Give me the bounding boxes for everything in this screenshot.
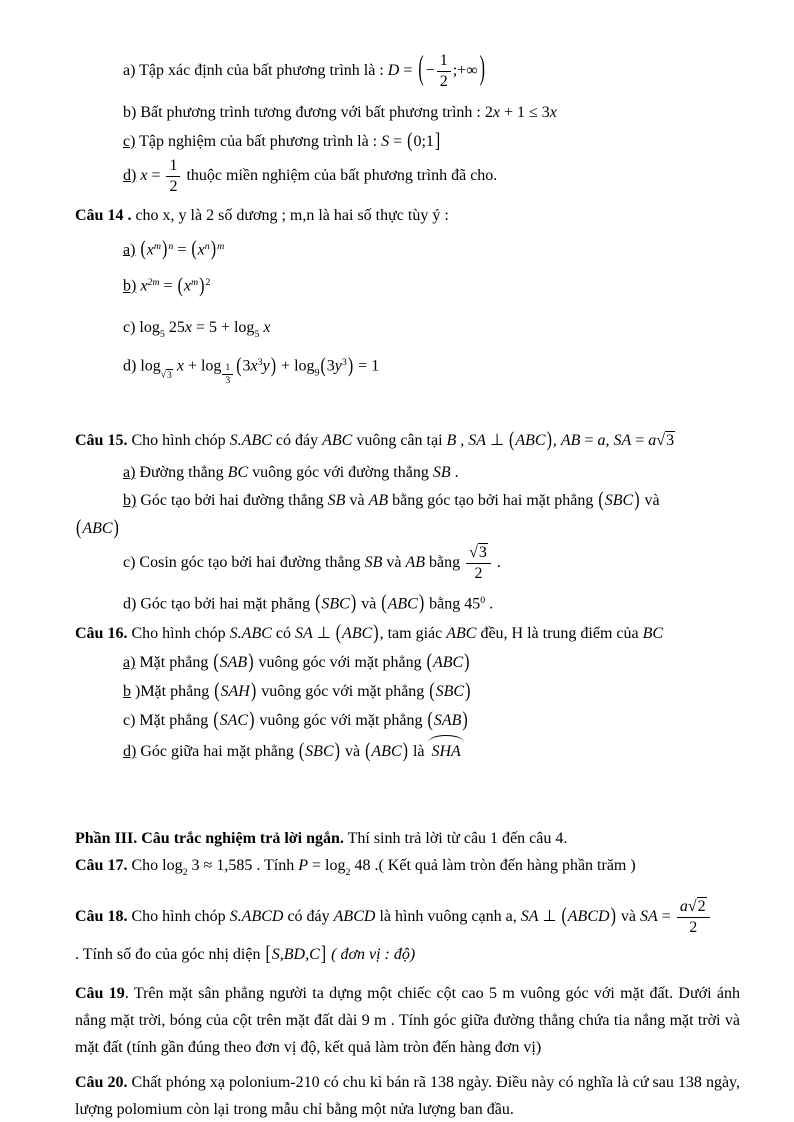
text-segment: SAB [219,654,248,672]
bracket: ( [177,274,183,298]
text-segment: Câu 17. [75,857,128,875]
text-segment: ⊥ [486,432,509,450]
text-segment: d) [123,166,137,184]
text-segment: = [580,432,598,450]
text-segment: ABC [387,595,418,613]
text-segment: SBC [435,683,465,701]
bracket: ) [610,904,616,928]
text-segment: = [147,166,165,184]
text-segment: Phần III. Câu trắc nghiệm trả lời ngắn. [75,830,344,848]
text-segment: thuộc miền nghiệm của bất phương trình đã cho. [182,166,498,184]
text-segment: P [298,857,309,875]
text-segment: x [176,357,184,375]
text-segment: 25 [164,318,185,336]
text-segment: . [492,554,501,572]
text-segment: bằng góc tạo bởi hai mặt phẳng [388,492,598,510]
square-root [688,897,707,915]
text-segment: SAC [219,712,249,730]
bracket: ] [434,129,441,153]
text-segment: a [679,898,688,916]
q15-option-c [75,544,740,583]
text-segment: Câu 18. [75,908,128,926]
text-segment: SAH [220,683,250,701]
text-segment: Đường thẳng [135,464,228,482]
text-segment: Thí sinh trả lời từ câu 1 đến câu 4. [343,830,568,848]
text-segment: SA [613,432,632,450]
text-segment: SA [295,625,313,643]
text-segment: D [387,62,400,80]
text-segment: SB [327,492,346,510]
top-option-d [75,157,740,196]
bracket: ( [213,708,219,732]
bracket: ) [373,621,379,645]
text-segment: Câu 19 [75,985,125,1003]
text-segment: ABC [371,743,402,761]
q16-option-a [75,649,740,676]
radical-sign: √ [687,898,697,916]
bracket: [ [265,942,271,966]
text-segment: 3 ≈ 1,585 . Tính [187,857,299,875]
text-segment: c) Mặt phẳng [123,712,213,730]
text-segment: ;+∞ [452,62,478,80]
text-segment: SA [520,908,539,926]
text-segment: b) [123,277,137,295]
text-segment: x [492,103,500,121]
text-segment: ⊥ [312,625,335,643]
radical-sign: √ [469,544,478,562]
text-segment: Câu 15. [75,432,128,450]
fraction-numerator [466,544,491,564]
text-segment: x [250,357,258,375]
text-segment: Câu 16. [75,625,128,643]
text-segment: x [197,241,205,259]
text-segment: bằng [425,554,465,572]
fraction-denominator [166,177,180,196]
text-segment: Câu 14 . [75,206,132,224]
text-segment: SA [468,432,487,450]
text-segment: x [140,166,148,184]
text-segment: m [217,240,225,252]
bracket: ( [191,237,197,261]
text-segment: , [552,432,561,450]
fraction [466,544,491,583]
fraction [222,363,233,387]
radicand: 2 [697,898,706,916]
radical-sign: √ [656,432,666,450]
bracket: ) [634,488,640,512]
text-segment: a [648,432,657,450]
text-segment: BC [642,625,664,643]
text-segment: và [640,492,660,510]
bracket: ( [407,129,413,153]
bracket: ) [546,428,552,452]
bracket: ( [429,679,435,703]
text-segment: 3 [257,357,263,369]
q19-paragraph [75,980,740,1061]
text-segment: cho x, y là 2 số dương ; m,n là hai số thực tùy ý : [131,206,449,224]
text-segment: và [382,554,406,572]
bracket: ( [236,354,242,378]
bracket: ) [402,739,408,763]
text-segment: = [389,132,407,150]
bracket: ) [250,679,257,703]
bracket: ) [479,51,485,87]
text-segment: = [159,277,177,295]
text-segment: a) [123,654,136,672]
text-segment: = 1 [354,357,380,375]
text-segment: 2 [182,867,188,879]
bracket: ( [315,591,321,615]
text-segment: Mặt phẳng [135,654,213,672]
text-segment: ABC [515,432,546,450]
text-segment: SBC [321,595,350,613]
q15-option-b [75,487,740,514]
text-segment: 2 [474,565,483,583]
bracket: ) [162,237,168,261]
text-segment: ABC [82,520,113,538]
top-option-c [75,128,740,155]
text-segment: có đáy [271,432,323,450]
bracket: ) [465,679,471,703]
bracket: ( [335,621,342,645]
bracket: ( [214,679,220,703]
radicand: 3 [167,370,172,382]
bracket: ( [298,739,305,763]
bracket: ) [248,650,254,674]
q17-text [75,852,740,886]
bracket: ) [418,591,425,615]
text-segment: 0;1 [413,132,434,150]
q18-text-line2 [75,941,740,968]
text-segment: Tập nghiệm của bất phương trình là : [135,132,382,150]
bracket: ( [426,650,432,674]
text-segment: ABC [432,654,464,672]
q15-header [75,427,740,454]
q16-header [75,620,740,647]
radicand: 3 [478,544,487,562]
text-segment: vuông cân tại [352,432,447,450]
text-segment: 2 [345,867,351,879]
text-segment: , [456,432,469,450]
bracket: ) [113,516,119,540]
fraction [166,157,180,196]
text-segment: . [450,464,459,482]
text-segment: a) Tập xác định của bất phương trình là : [123,62,388,80]
text-segment: là [408,743,429,761]
q14-option-c [75,314,740,348]
text-segment: 2m [147,277,160,289]
q14-option-b [75,269,740,299]
fraction [437,52,451,91]
fraction-numerator [166,157,180,177]
text-segment: là hình vuông cạnh a, [375,908,521,926]
text-segment: c) Cosin góc tạo bởi hai đường thẳng [123,554,365,572]
q16-option-c [75,707,740,734]
text-segment: AB [368,492,389,510]
bracket: ) [249,708,255,732]
text-segment: = [399,62,417,80]
text-segment: + log [183,357,222,375]
text-segment: 3 [326,357,335,375]
bracket: ( [561,904,567,928]
text-segment: SAB [433,712,462,730]
text-segment: = [657,908,675,926]
bracket: ( [381,591,387,615]
text-segment: vuông góc với mặt phẳng [254,654,426,672]
text-segment: và [357,595,381,613]
text-segment: ABCD [333,908,376,926]
text-segment: )Mặt phẳng [131,683,214,701]
text-segment: Cho hình chóp [127,625,230,643]
text-segment: 1 [225,361,231,373]
bracket: ) [270,354,277,378]
text-segment: d) log [123,357,161,375]
text-segment: 3 [242,357,251,375]
text-segment: + 1 ≤ 3 [499,103,550,121]
text-segment: a) [123,241,136,259]
text-segment: x [140,277,148,295]
text-segment: a [597,432,606,450]
bracket: ) [464,650,470,674]
text-segment: vuông góc với mặt phẳng [257,683,429,701]
q14-option-a [75,233,740,263]
bracket: ( [509,428,515,452]
square-root [469,543,488,561]
text-segment: Góc giữa hai mặt phẳng [136,743,298,761]
text-segment: , [605,432,614,450]
text-segment: 9 [314,367,320,379]
text-segment: ( đơn vị : độ) [331,946,416,964]
text-segment: S.ABCD [229,908,284,926]
text-segment: S [381,132,390,150]
text-segment: 2 [484,103,493,121]
text-segment: AB [405,554,425,572]
text-segment: vuông góc với đường thẳng [248,464,433,482]
fraction-numerator [437,52,451,72]
q16-option-b [75,678,740,705]
text-segment: có đáy [283,908,334,926]
text-segment: x [184,318,192,336]
text-segment: . [485,595,494,613]
text-segment: . Trên mặt sân phẳng người ta dựng một chiếc cột cao 5 m vuông góc với mặt đất. Dưới ánh nắng mặt trời, bóng của cột trên mặt đất dài 9 m . Tính góc giữa đường thẳng chứa tia nắng mặt trời và mặt đất (tính gần đúng theo đơn vị độ, kết quả làm tròn đến hàng đơn vị) [75,985,741,1057]
bracket: ) [347,354,354,378]
text-segment: m [153,240,162,252]
bracket: ( [320,354,326,378]
text-segment: 3 [341,357,347,369]
text-segment: Góc tạo bởi hai đường thẳng [136,492,328,510]
text-segment: 0 [480,594,486,606]
text-segment: b) Bất phương trình tương đương với bất phương trình : [123,103,485,121]
text-segment: 2 [439,72,448,90]
text-segment: y [334,357,342,375]
text-segment: m [191,277,199,289]
text-segment: c) [123,132,136,150]
bracket: ( [418,51,424,87]
bracket: ] [320,942,327,966]
text-segment: Câu 20. [75,1074,128,1092]
text-segment: b [123,683,131,701]
text-segment: SBC [604,492,634,510]
text-segment: Chất phóng xạ polonium-210 có chu kì bán rã 138 ngày. Điều này có nghĩa là cứ sau 138 ngày, lượng polomium còn lại trong mẫu chỉ bằng một nửa lượng ban đầu. [75,1074,741,1119]
text-segment: 3 [225,375,231,387]
text-segment: , tam giác [379,625,447,643]
bracket: ) [350,591,357,615]
fraction [677,898,710,937]
angle-with-arc: SHA [428,736,463,765]
fraction-denominator [466,564,491,583]
text-segment: n [168,240,174,252]
text-segment: ABC [342,625,373,643]
text-segment: 1 [439,52,448,69]
text-segment: S,BD,C [271,946,320,964]
text-segment: ABCD [567,908,610,926]
text-segment: 5 [254,328,260,340]
text-segment: y [262,357,270,375]
bracket: ( [427,708,433,732]
text-segment: và [340,743,365,761]
text-segment: + log [277,357,315,375]
text-segment: Cho log [127,857,183,875]
text-segment: Cho hình chóp [127,908,230,926]
part3-heading [75,825,740,852]
q14-option-d [75,349,740,389]
text-segment: và [345,492,369,510]
text-segment: SB [364,554,383,572]
q16-option-d [75,736,740,765]
q20-paragraph [75,1069,740,1122]
text-segment: n [204,240,210,252]
text-segment: S.ABC [229,625,272,643]
text-segment: x [146,241,154,259]
text-segment: 1 [169,156,178,174]
fraction-denominator [222,375,233,387]
text-segment: đều, H là trung điểm của [476,625,643,643]
bracket: ( [365,739,371,763]
text-segment: có [271,625,295,643]
q18-text-line1 [75,898,740,937]
text-segment: = log [308,857,346,875]
text-segment: . Tính số đo của góc nhị diện [75,946,265,964]
text-segment: ABC [446,625,477,643]
bracket: ( [140,237,146,261]
text-segment: SBC [305,743,334,761]
text-segment: SA [640,908,658,926]
text-segment: Cho hình chóp [127,432,230,450]
radicand: 3 [666,432,675,450]
fraction-numerator [222,363,233,376]
q15-continuation [75,515,740,542]
bracket: ) [334,739,340,763]
text-segment: 2 [205,277,211,289]
text-segment: c) log [123,318,160,336]
square-root [656,431,675,449]
bracket: ( [76,516,82,540]
bracket: ) [199,274,205,298]
radical-sign: √ [160,370,167,382]
text-segment: BC [227,464,249,482]
text-segment: AB [560,432,581,450]
fraction-denominator [677,918,710,937]
text-segment: S.ABC [229,432,272,450]
q15-option-d [75,587,740,617]
text-segment: 48 .( Kết quả làm tròn đến hàng phần trăm ) [350,857,636,875]
text-segment: ABC [322,432,353,450]
text-segment: x [549,103,557,121]
text-segment: x [263,318,271,336]
text-segment: ⊥ [538,908,561,926]
fraction-numerator [677,898,710,918]
text-segment: d) Góc tạo bởi hai mặt phẳng [123,595,315,613]
q14-header [75,202,740,229]
text-segment: bằng 45 [425,595,481,613]
text-segment: d) [123,743,137,761]
fraction-denominator [437,72,451,91]
text-segment: − [425,62,435,80]
text-segment: và [616,908,640,926]
text-segment: = 5 + log [191,318,255,336]
bracket: ) [462,708,468,732]
bracket: ) [210,237,217,261]
text-segment: vuông góc với mặt phẳng [255,712,427,730]
bracket: ( [213,650,219,674]
text-segment: B [446,432,457,450]
text-segment: a) [123,464,136,482]
text-segment: 2 [689,919,698,937]
square-root [161,369,173,381]
text-segment: = [631,432,649,450]
text-segment: 5 [159,328,165,340]
text-segment: b) [123,492,137,510]
bracket: ( [598,488,604,512]
top-option-a [75,52,740,91]
text-segment: x [183,277,192,295]
text-segment: = [173,241,191,259]
text-segment: 2 [169,177,178,195]
top-option-b [75,99,740,126]
text-segment: SB [432,464,451,482]
